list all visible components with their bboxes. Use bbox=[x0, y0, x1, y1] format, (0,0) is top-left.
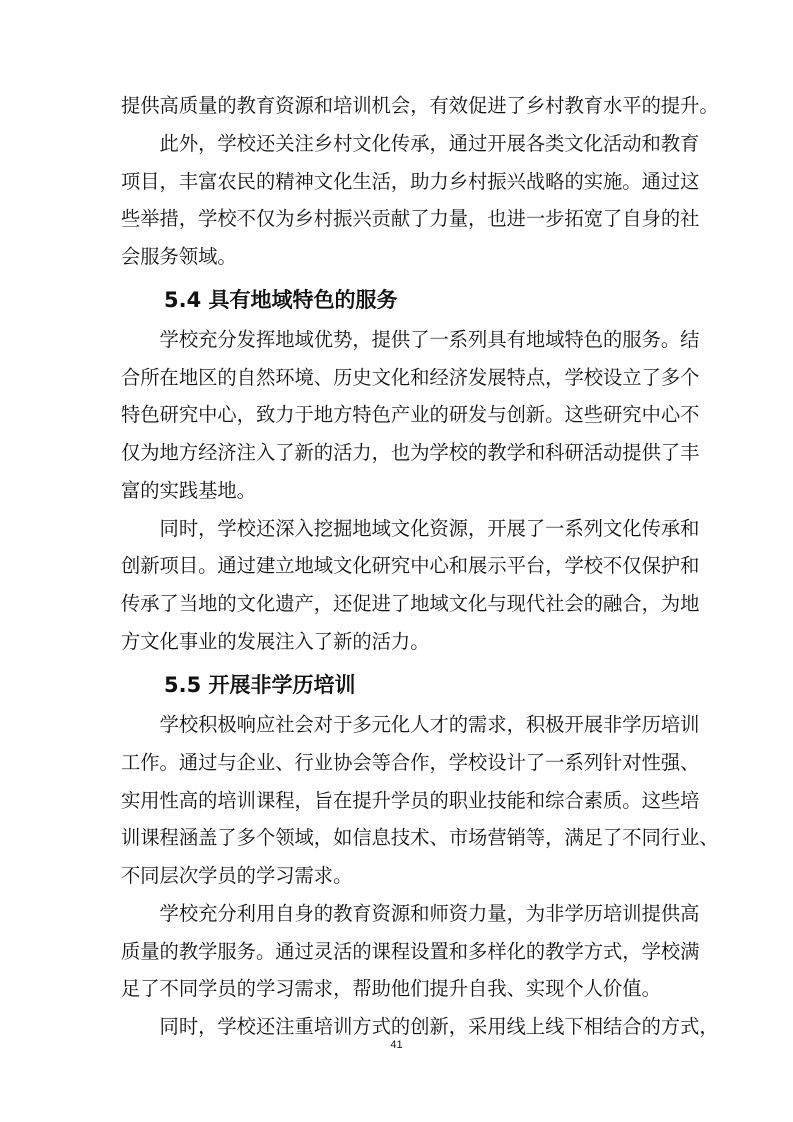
body-text-line: 特色研究中心，致力于地方特色产业的研发与创新。这些研究中心不 bbox=[121, 403, 700, 426]
body-text-line: 合所在地区的自然环境、历史文化和经济发展特点，学校设立了多个 bbox=[121, 366, 700, 389]
page-number: 41 bbox=[390, 1039, 403, 1051]
body-text-line: 学校积极响应社会对于多元化人才的需求，积极开展非学历培训 bbox=[121, 713, 700, 736]
body-text-line: 训课程涵盖了多个领域，如信息技术、市场营销等，满足了不同行业、 bbox=[121, 826, 719, 849]
body-text-line: 些举措，学校不仅为乡村振兴贡献了力量，也进一步拓宽了自身的社 bbox=[121, 207, 700, 230]
body-text-line: 学校充分发挥地域优势，提供了一系列具有地域特色的服务。结 bbox=[121, 328, 700, 351]
body-text-line: 项目，丰富农民的精神文化生活，助力乡村振兴战略的实施。通过这 bbox=[121, 170, 700, 193]
body-text-line: 此外，学校还关注乡村文化传承，通过开展各类文化活动和教育 bbox=[121, 132, 700, 155]
body-text-line: 质量的教学服务。通过灵活的课程设置和多样化的教学方式，学校满 bbox=[121, 940, 700, 963]
body-text-line: 同时，学校还注重培训方式的创新，采用线上线下相结合的方式， bbox=[121, 1015, 719, 1038]
body-text-line: 方文化事业的发展注入了新的活力。 bbox=[121, 630, 430, 653]
body-text-line: 工作。通过与企业、行业协会等合作，学校设计了一系列针对性强、 bbox=[121, 751, 700, 774]
body-text-line: 会服务领域。 bbox=[121, 245, 237, 268]
body-text-line: 创新项目。通过建立地域文化研究中心和展示平台，学校不仅保护和 bbox=[121, 554, 700, 577]
body-text-line: 传承了当地的文化遗产，还促进了地域文化与现代社会的融合，为地 bbox=[121, 592, 700, 615]
body-text-line: 富的实践基地。 bbox=[121, 479, 256, 502]
body-text-line: 仅为地方经济注入了新的活力，也为学校的教学和科研活动提供了丰 bbox=[121, 441, 700, 464]
body-text-line: 足了不同学员的学习需求，帮助他们提升自我、实现个人价值。 bbox=[121, 977, 661, 1000]
section-heading-5-5: 5.5 开展非学历培训 bbox=[164, 673, 356, 697]
body-text-line: 学校充分利用自身的教育资源和师资力量，为非学历培训提供高 bbox=[121, 902, 700, 925]
body-text-line: 同时，学校还深入挖掘地域文化资源，开展了一系列文化传承和 bbox=[121, 517, 700, 540]
body-text-line: 提供高质量的教育资源和培训机会，有效促进了乡村教育水平的提升。 bbox=[121, 94, 719, 117]
body-text-line: 不同层次学员的学习需求。 bbox=[121, 864, 353, 887]
section-heading-5-4: 5.4 具有地域特色的服务 bbox=[164, 288, 398, 312]
body-text-line: 实用性高的培训课程，旨在提升学员的职业技能和综合素质。这些培 bbox=[121, 789, 700, 812]
